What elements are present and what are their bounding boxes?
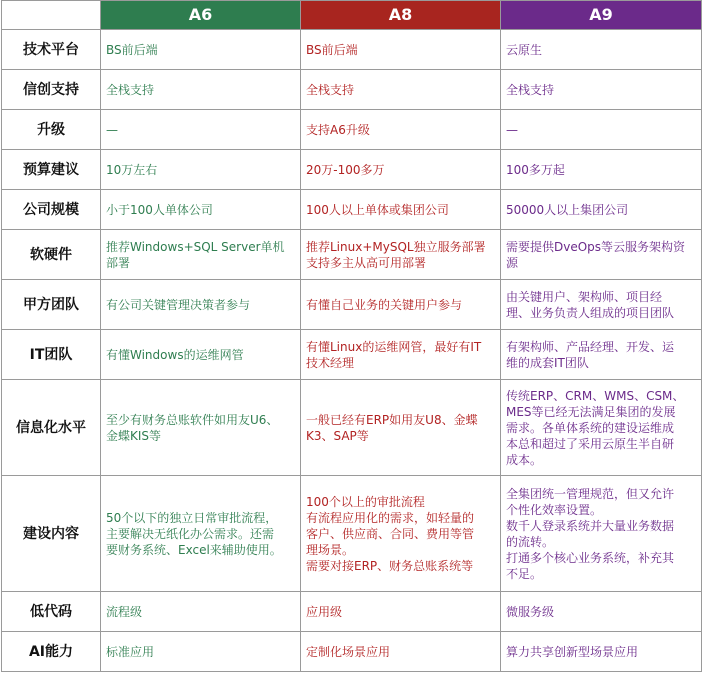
cell-a6: 50个以下的独立日常审批流程， 主要解决无纸化办公需求。还需 要财务系统、Excel来辅助使用。	[101, 476, 301, 592]
table-row	[2, 380, 702, 476]
cell-a9: 云原生	[501, 30, 702, 70]
table-row	[2, 280, 702, 330]
cell-a9: 算力共享创新型场景应用	[501, 632, 702, 672]
cell-a9: 微服务级	[501, 592, 702, 632]
cell-a9: 有架构师、产品经理、开发、运 维的成套IT团队	[501, 330, 702, 380]
header-a9: A9	[501, 1, 702, 30]
cell-a6: 至少有财务总账软件如用友U6、 金蝶KIS等	[101, 380, 301, 476]
row-label: 软硬件	[2, 230, 101, 280]
cell-a6: 10万左右	[101, 150, 301, 190]
table-row	[2, 632, 702, 672]
cell-a8: 有懂自己业务的关键用户参与	[301, 280, 501, 330]
table-row	[2, 476, 702, 592]
cell-a9: 由关键用户、架构师、项目经 理、业务负责人组成的项目团队	[501, 280, 702, 330]
cell-a8: 推荐Linux+MySQL独立服务部署 支持多主从高可用部署	[301, 230, 501, 280]
cell-a9: 全栈支持	[501, 70, 702, 110]
cell-a6: 小于100人单体公司	[101, 190, 301, 230]
cell-a6: 推荐Windows+SQL Server单机 部署	[101, 230, 301, 280]
cell-a6: —	[101, 110, 301, 150]
cell-a8: 全栈支持	[301, 70, 501, 110]
cell-a9: 需要提供DveOps等云服务架构资 源	[501, 230, 702, 280]
row-label: 建设内容	[2, 476, 101, 592]
row-label: 预算建议	[2, 150, 101, 190]
comparison-table	[1, 0, 702, 672]
header-a6: A6	[101, 1, 301, 30]
cell-a6: 流程级	[101, 592, 301, 632]
header-corner	[2, 1, 101, 30]
cell-a8: 一般已经有ERP如用友U8、金蝶 K3、SAP等	[301, 380, 501, 476]
cell-a8: 有懂Linux的运维网管，最好有IT 技术经理	[301, 330, 501, 380]
table-row	[2, 330, 702, 380]
table-row	[2, 70, 702, 110]
row-label: AI能力	[2, 632, 101, 672]
row-label: 技术平台	[2, 30, 101, 70]
cell-a6: 全栈支持	[101, 70, 301, 110]
row-label: 信息化水平	[2, 380, 101, 476]
cell-a6: BS前后端	[101, 30, 301, 70]
row-label: 公司规模	[2, 190, 101, 230]
row-label: IT团队	[2, 330, 101, 380]
table-row	[2, 230, 702, 280]
row-label: 升级	[2, 110, 101, 150]
cell-a9: 全集团统一管理规范，但又允许 个性化效率设置。 数千人登录系统并大量业务数据 的流转。 打通多个核心业务系统，补充其 不足。	[501, 476, 702, 592]
cell-a8: BS前后端	[301, 30, 501, 70]
row-label: 甲方团队	[2, 280, 101, 330]
table-row	[2, 190, 702, 230]
cell-a8: 100个以上的审批流程 有流程应用化的需求，如轻量的 客户、供应商、合同、费用等管 理场景。 需要对接ERP、财务总账系统等	[301, 476, 501, 592]
cell-a8: 支持A6升级	[301, 110, 501, 150]
header-a8: A8	[301, 1, 501, 30]
table-row	[2, 150, 702, 190]
row-label: 低代码	[2, 592, 101, 632]
row-label: 信创支持	[2, 70, 101, 110]
table-row	[2, 110, 702, 150]
cell-a8: 20万-100多万	[301, 150, 501, 190]
header-row	[2, 1, 702, 30]
cell-a9: —	[501, 110, 702, 150]
cell-a9: 100多万起	[501, 150, 702, 190]
cell-a8: 应用级	[301, 592, 501, 632]
cell-a8: 100人以上单体或集团公司	[301, 190, 501, 230]
cell-a8: 定制化场景应用	[301, 632, 501, 672]
cell-a6: 有公司关键管理决策者参与	[101, 280, 301, 330]
table-row	[2, 30, 702, 70]
table-row	[2, 592, 702, 632]
cell-a6: 标准应用	[101, 632, 301, 672]
cell-a9: 传统ERP、CRM、WMS、CSM、 MES等已经无法满足集团的发展 需求。各单体系统的建设运维成 本总和超过了采用云原生半自研 成本。	[501, 380, 702, 476]
cell-a9: 50000人以上集团公司	[501, 190, 702, 230]
cell-a6: 有懂Windows的运维网管	[101, 330, 301, 380]
